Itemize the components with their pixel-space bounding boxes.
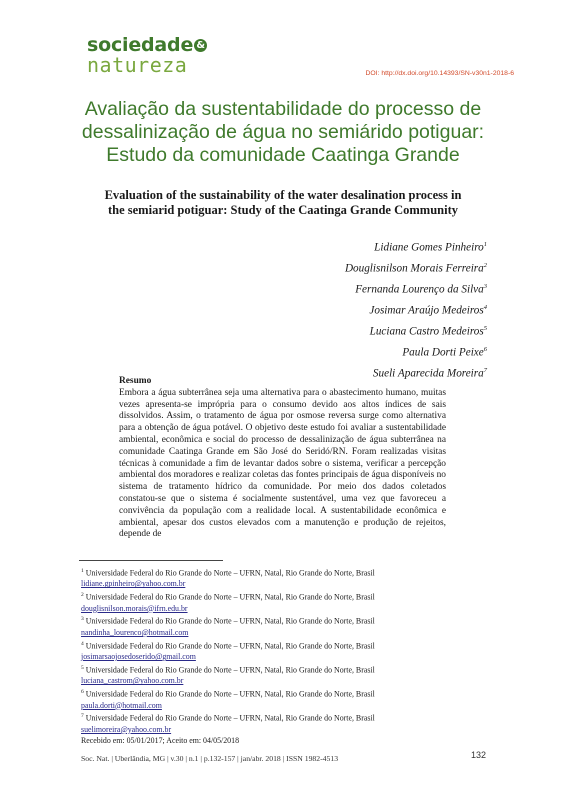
footnote-affiliation: $^2$ Universidade Federal do Rio Grande do Norte – UFRN, Natal, Rio Grande do Norte, Brasil (81, 592, 375, 602)
author: Luciana Castro Medeiros$^5$ (369, 325, 487, 338)
author: Sueli Aparecida Moreira$^7$ (372, 367, 487, 380)
title-portuguese (60, 98, 506, 167)
abstract (119, 376, 446, 541)
footnote-affiliation: $^7$ Universidade Federal do Rio Grande do Norte – UFRN, Natal, Rio Grande do Norte, Brasil (81, 713, 375, 723)
footnote-email[interactable]: paula.dorti@hotmail.com (81, 700, 162, 710)
footnote-email[interactable]: nandinha_lourenco@hotmail.com (81, 627, 189, 637)
journal-logo (87, 36, 207, 75)
footnote-email[interactable]: josimarsaojosedoserido@gmail.com (81, 652, 196, 662)
title-en-line: Evaluation of the sustainability of the water desalination process in (104, 188, 462, 202)
footnote-email[interactable]: douglisnilson.morais@ifrn.edu.br (81, 603, 188, 613)
page-number: 132 (470, 750, 486, 760)
title-pt-line: dessalinização de água no semiárido potiguar: (81, 121, 485, 143)
doi-link[interactable]: DOI: http://dx.doi.org/10.14393/SN-v30n1-2018-6 (365, 70, 514, 77)
footnotes (81, 566, 501, 746)
journal-citation-footer: Soc. Nat. | Uberlândia, MG | v.30 | n.1 | p.132-157 | jan/abr. 2018 | ISSN 1982-4513 (81, 754, 339, 763)
author: Josimar Araújo Medeiros$^4$ (369, 304, 487, 317)
logo-word-sociedade: sociedade (87, 34, 194, 56)
title-pt-line: Avaliação da sustentabilidade do processo de (84, 98, 482, 120)
footnote-email[interactable]: luciana_castrom@yahoo.com.br (81, 676, 184, 686)
author-list (345, 236, 487, 383)
title-pt-line: Estudo da comunidade Caatinga Grande (106, 144, 460, 166)
received-accepted-dates: Recebido em: 05/01/2017; Aceito em: 04/05/2018 (81, 735, 240, 745)
logo-ampersand: & (194, 39, 207, 52)
author: Paula Dorti Peixe$^6$ (402, 346, 487, 359)
footnote-affiliation: $^4$ Universidade Federal do Rio Grande do Norte – UFRN, Natal, Rio Grande do Norte, Brasil (81, 640, 375, 651)
footnote-affiliation: $^3$ Universidade Federal do Rio Grande do Norte – UFRN, Natal, Rio Grande do Norte, Brasil (81, 616, 375, 627)
title-en-line: the semiarid potiguar: Study of the Caatinga Grande Community (107, 203, 458, 217)
footnote-divider (79, 560, 223, 561)
footnote-affiliation: $^5$ Universidade Federal do Rio Grande do Norte – UFRN, Natal, Rio Grande do Norte, Brasil (81, 664, 375, 675)
title-english (70, 188, 496, 218)
logo-word-natureza: natureza (87, 53, 188, 77)
footnote-email[interactable]: suelimoreira@yahoo.com.br (81, 724, 172, 734)
author: Douglisnilson Morais Ferreira$^2$ (344, 262, 487, 275)
author: Fernanda Lourenço da Silva$^3$ (355, 283, 487, 296)
footnote-affiliation: $^1$ Universidade Federal do Rio Grande do Norte – UFRN, Natal, Rio Grande do Norte, Brasil (81, 568, 375, 578)
abstract-heading: Resumo (119, 376, 152, 386)
abstract-text: Embora a água subterrânea seja uma alternativa para o abastecimento humano, muitas vezes apresenta-se imprópria para o consumo devido aos altos índices de sais dissolvidos. Assim, o tratamento de água por osmose reversa surge como alternativa para a obtenção de água potável. O objetivo deste estudo foi avaliar a sustentabilidade ambiental, econômica e social do processo de dessalinização de água subterrânea na comunidade Caatinga Grande em São José do Seridó/RN. Foram realizadas visitas técnicas à comunidade a fim de levantar dados sobre o sistema, verificar a percepção ambiental dos moradores e realizar coletas das fontes principais de água disponíveis no sistema de tratamento hídrico da comunidade. Por meio dos dados coletados constatou-se que o sistema é socialmente sustentável, uma vez que favoreceu a convivência da população com a realidade local. A sustentabilidade econômica e ambiental, apesar dos custos elevados com a manutenção e produção de rejeitos, depende de (119, 387, 446, 540)
author: Lidiane Gomes Pinheiro$^1$ (374, 241, 487, 254)
footnote-affiliation: $^6$ Universidade Federal do Rio Grande do Norte – UFRN, Natal, Rio Grande do Norte, Brasil (81, 689, 375, 699)
footnote-email[interactable]: lidiane.gpinheiro@yahoo.com.br (81, 579, 186, 589)
